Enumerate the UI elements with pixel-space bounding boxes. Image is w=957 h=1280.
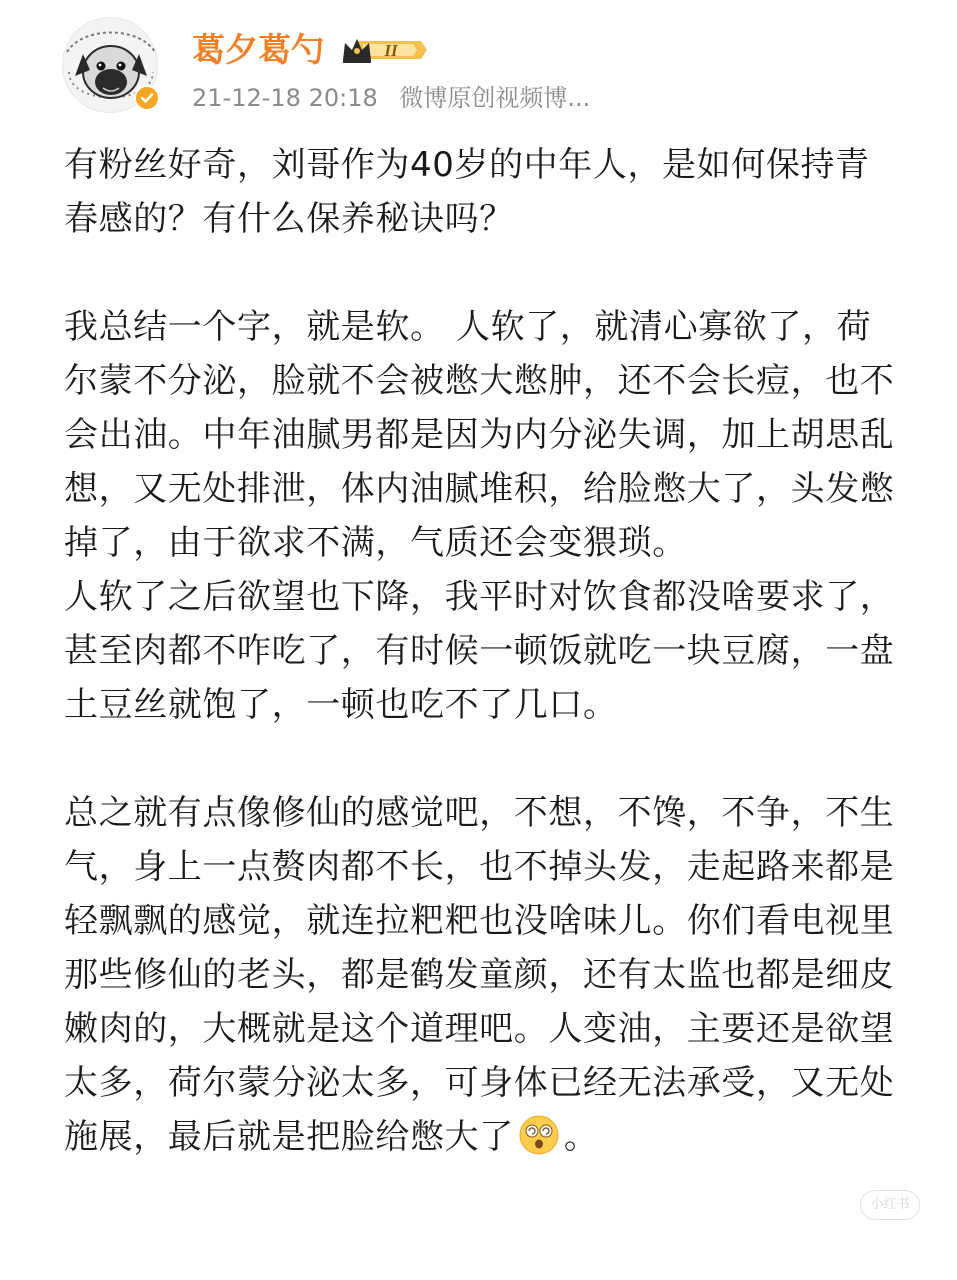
- ending-punctuation: 。: [563, 1117, 599, 1157]
- post-header: [0, 0, 957, 130]
- dizzy-face-emoji-icon: [518, 1114, 560, 1156]
- author-avatar-wrapper[interactable]: [62, 17, 158, 113]
- paragraph-gap: [64, 246, 904, 300]
- paragraph-gap: [64, 732, 904, 786]
- post-paragraph: 我总结一个字，就是软。 人软了，就清心寡欲了，荷尔蒙不分泌，脸就不会被憋大憋肿，还不会长痘，也不会出油。中年油腻男都是因为内分泌失调，加上胡思乱想，又无处排泄，体内油腻堆积，给脸憋大了，头发憋掉了，由于欲求不满，气质还会变猥琐。: [64, 307, 895, 563]
- post-content: [64, 138, 904, 1164]
- vip-level-text: II: [384, 41, 398, 60]
- post-paragraph-last: [64, 786, 904, 1164]
- post-timestamp: 21-12-18 20:18: [192, 84, 378, 112]
- post-source[interactable]: 微博原创视频博...: [399, 84, 591, 112]
- verified-badge-icon: [134, 85, 160, 111]
- watermark: 小红书: [860, 1190, 920, 1220]
- author-name[interactable]: 葛夕葛勺: [192, 30, 324, 69]
- post-paragraph: 有粉丝好奇，刘哥作为40岁的中年人，是如何保持青春感的？有什么保养秘诀吗？: [64, 145, 870, 239]
- post-paragraph: 人软了之后欲望也下降，我平时对饮食都没啥要求了，甚至肉都不咋吃了，有时候一顿饭就吃一块豆腐，一盘土豆丝就饱了，一顿也吃不了几口。: [64, 577, 895, 725]
- post-paragraph-text: 总之就有点像修仙的感觉吧，不想，不馋，不争，不生气，身上一点赘肉都不长，也不掉头发，走起路来都是轻飘飘的感觉，就连拉粑粑也没啥味儿。你们看电视里那些修仙的老头，都是鹤发童颜，还有太监也都是细皮嫩肉的，大概就是这个道理吧。人变油，主要还是欲望太多，荷尔蒙分泌太多，可身体已经无法承受，又无处施展，最后就是把脸给憋大了: [64, 793, 895, 1157]
- post-meta: [192, 82, 590, 114]
- vip-level-badge[interactable]: [341, 35, 427, 65]
